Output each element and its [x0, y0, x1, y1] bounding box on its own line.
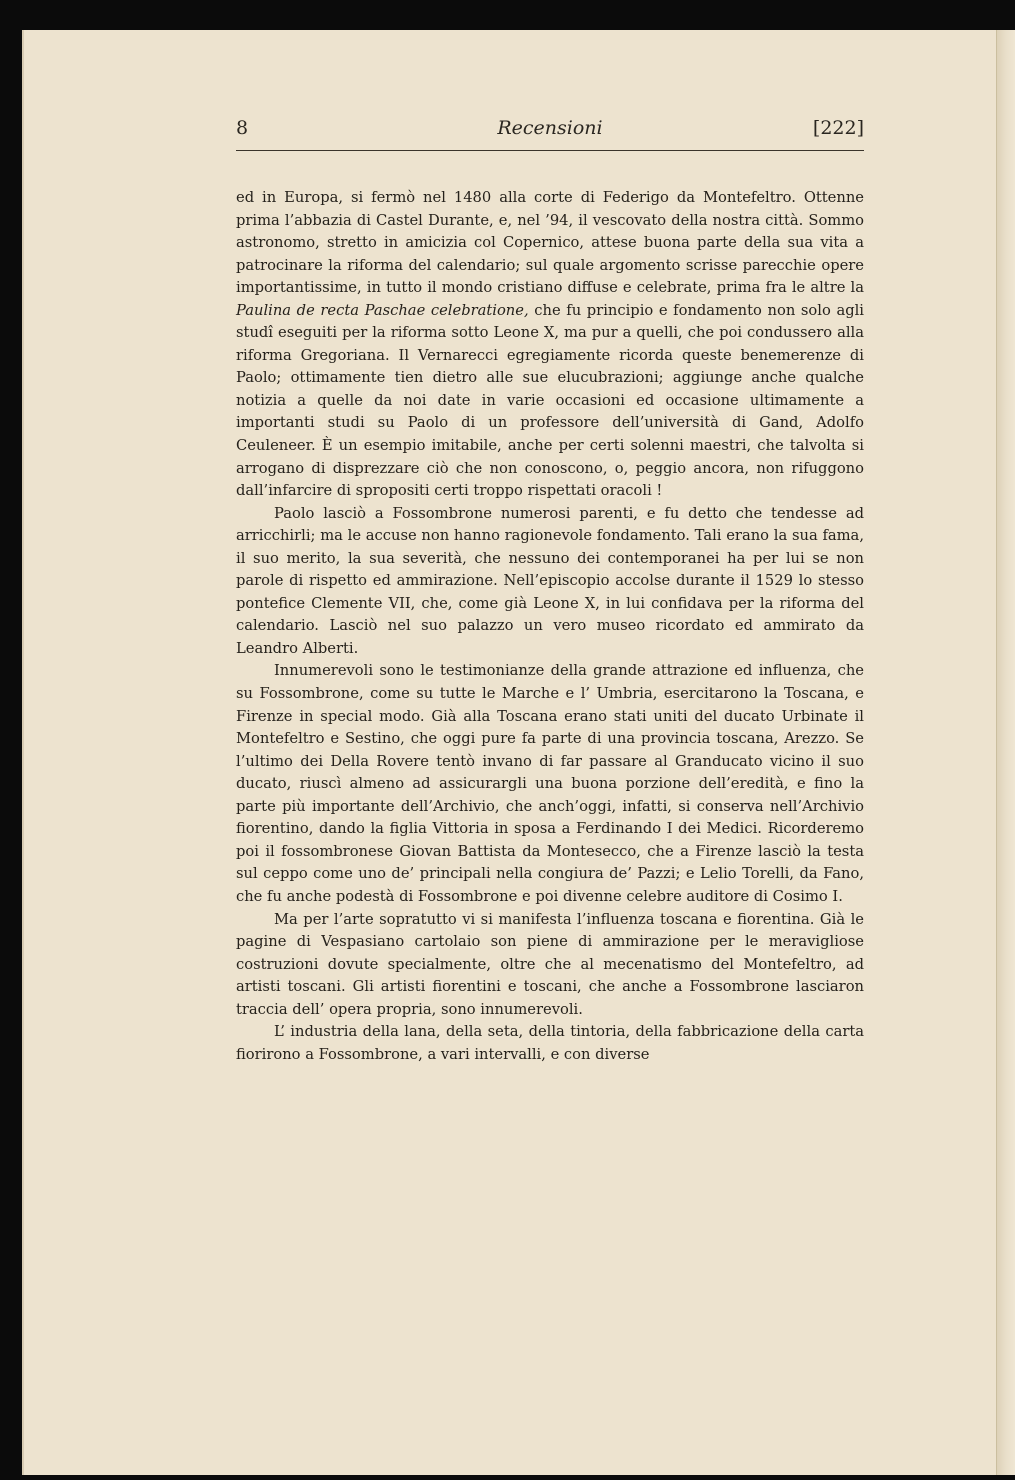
original-page-number: [222]	[812, 117, 864, 139]
paragraph-4: Ma per l’arte sopratutto vi si manifesta l’influenza toscana e fiorentina. Già le pagine di Vespasiano cartolaio son piene di ammirazione per le meravigliose costruzioni dovute specialmente, oltre che al mecenatismo del Montefeltro, ad artisti toscani. Gli artisti fiorentini e toscani, che anche a Fossombrone lasciaron traccia dell’ opera propria, sono innumerevoli.	[236, 910, 864, 1018]
paragraph-5: L’ industria della lana, della seta, della tintoria, della fabbricazione della carta fiorirono a Fossombrone, a vari intervalli, e con diverse	[236, 1023, 864, 1063]
page-number: 8	[236, 117, 249, 139]
page-edge	[996, 30, 1015, 1475]
paragraph-1-text-a: ed in Europa, si fermò nel 1480 alla corte di Federigo da Montefeltro. Ottenne prima l’abbazia di Castel Durante, e, nel ’94, il vescovato della nostra città. Sommo astronomo, stretto in amicizia col Copernico, attese buona parte della sua vita a patrocinare la riforma del calendario; sul quale argomento scrisse parecchie opere importantissime, in tutto il mondo cristiano diffuse e celebrate, prima fra le altre la	[236, 189, 864, 297]
book-title-italic: Paulina de recta Paschae celebratione,	[236, 301, 529, 319]
running-header	[236, 117, 864, 153]
paragraph-2: Paolo lasciò a Fossombrone numerosi parenti, e fu detto che tendesse ad arricchirli; ma le accuse non hanno ragionevole fondamento. Tali erano la sua fama, il suo merito, la sua severità, che nessuno dei contemporanei ha per lui se non parole di rispetto ed ammirazione. Nell’episcopio accolse durante il 1529 lo stesso pontefice Clemente VII, che, come già Leone X, in lui confidava per la riforma del calendario. Lasciò nel suo palazzo un vero museo ricordato ed ammirato da Leandro Alberti.	[236, 504, 864, 657]
body-text	[236, 187, 864, 1066]
running-title: Recensioni	[497, 117, 603, 139]
paragraph-1-text-b: che fu principio e fondamento non solo agli studî eseguiti per la riforma sotto Leone X, ma pur a quelli, che poi condussero alla riforma Gregoriana. Il Vernarecci egregiamente ricorda queste benemerenze di Paolo; ottimamente tien dietro alle sue elucubrazioni; aggiunge anche qualche notizia a quelle da noi date in varie occasioni ed occasione ultimamente a importanti studi su Paolo di un professore dell’università di Gand, Adolfo Ceuleneer. È un esempio imitabile, anche per certi solenni maestri, che talvolta si arrogano di disprezzare ciò che non conoscono, o, peggio ancora, non rifuggono dall’infarcire di spropositi certi troppo rispettati oracoli !	[236, 301, 864, 500]
header-rule	[236, 150, 864, 151]
paragraph-1	[236, 187, 864, 503]
paragraph-3: Innumerevoli sono le testimonianze della grande attrazione ed influenza, che su Fossombrone, come su tutte le Marche e l’ Umbria, esercitarono la Toscana, e Firenze in special modo. Già alla Toscana erano stati uniti del ducato Urbinate il Montefeltro e Sestino, che oggi pure fa parte di una provincia toscana, Arezzo. Se l’ultimo dei Della Rovere tentò invano di far passare al Granducato vicino il suo ducato, riuscì almeno ad assicurargli una buona porzione dell’eredità, e fino la parte più importante dell’Archivio, che anch’oggi, infatti, si conserva nell’Archivio fiorentino, dando la figlia Vittoria in sposa a Ferdinando I dei Medici. Ricorderemo poi il fossombronese Giovan Battista da Montesecco, che a Firenze lasciò la testa sul ceppo come uno de’ principali nella congiura de’ Pazzi; e Lelio Torelli, da Fano, che fu anche podestà di Fossombrone e poi divenne celebre auditore di Cosimo I.	[236, 662, 864, 905]
